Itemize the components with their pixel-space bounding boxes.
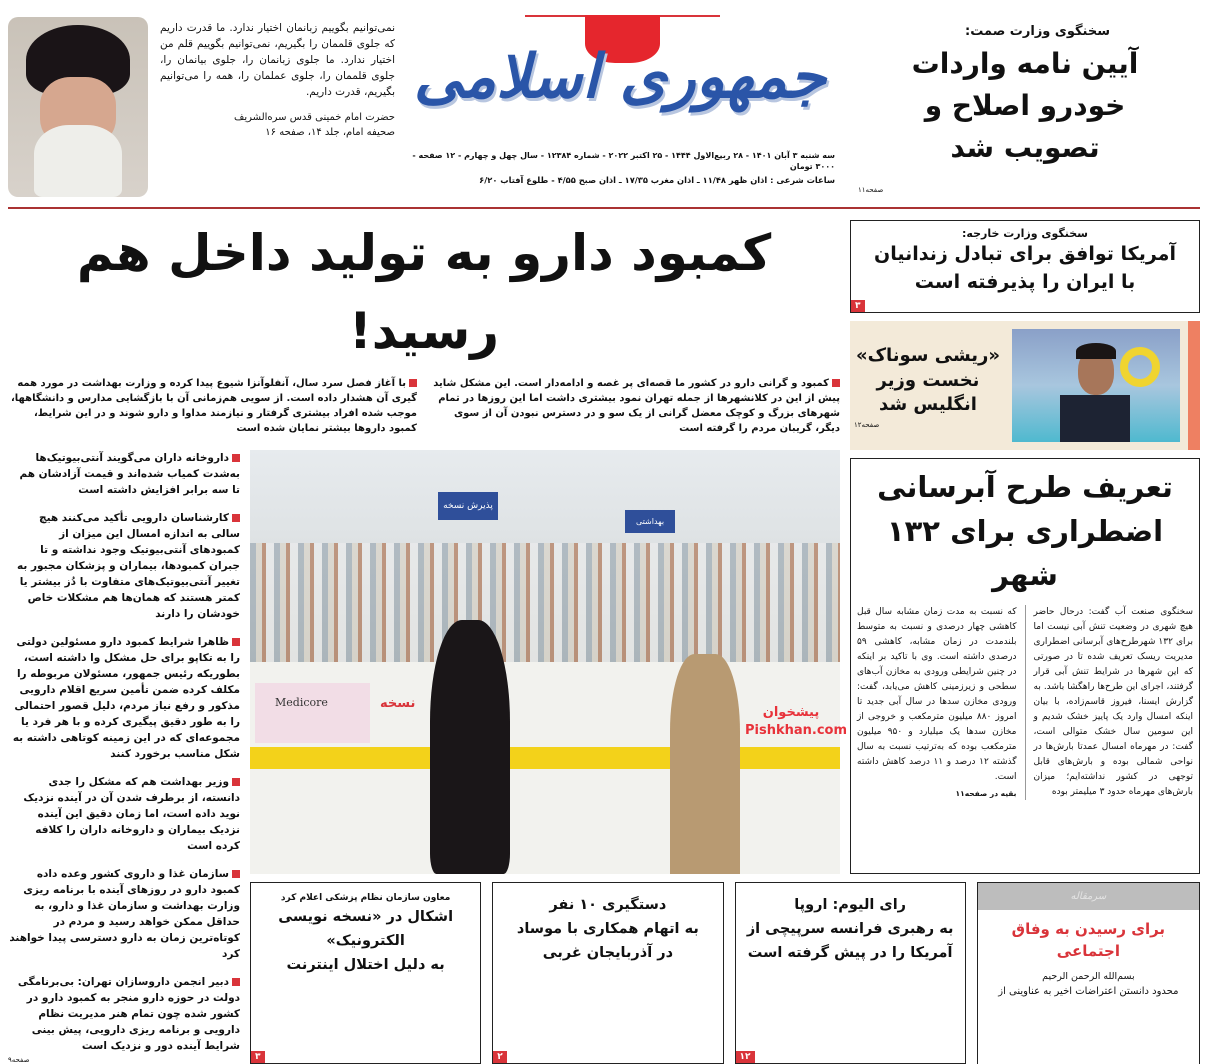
water-story[interactable] (850, 458, 1200, 874)
lead-left: با آغاز فصل سرد سال، آنفلوآنزا شیوع پیدا کرده و وزارت بهداشت در مورد همه گیری آن هشدار داده است. از سویی هم‌زمانی آن با بازگشایی مدارس و دانشگاهها، موجب شده افراد بیشتری گرفتار و نیازمند مداوا و دارو شوند و در این شرایط، کمبود داروها بیشتر نمایان شده است (8, 376, 417, 436)
headline-line: به دلیل اختلال اینترنت (286, 957, 445, 973)
page-badge: ۳ (251, 1051, 265, 1063)
kicker: سخنگوی وزارت صمت: (965, 24, 1110, 39)
lead-right: کمبود و گرانی دارو در کشور ما قصه‌ای پر غصه و ادامه‌دار است. این مشکل شاید پیش از این در کلانشهرها از جمله تهران نمود بیشتری داشت اما این روزها در تمام شهرهای بزرگ و کوچک معضل گرانی از یک سو و در دسترس نبودن آن از سوی دیگر، گریبان مردم را گرفته است (431, 376, 840, 436)
headline-line: به اتهام همکاری با موساد (516, 921, 699, 937)
masthead-info (405, 150, 835, 186)
water-column-left: که نسبت به مدت زمان مشابه سال قبل کاهشی چهار درصدی و نسبت به متوسط بلندمدت در زمان مشابه، کاهشی ۵۹ درصدی داشته است. وی با تاکید بر اینکه در چنین شرایطی ورودی به مخازن آب‌های سطحی و زیرزمینی کاهش می‌یابد، گفت: ورودی مخازن سدها در سال آبی جدید تا امروز ۸۸۰ میلیون مترمکعب و خروجی از مخازن سدها یک میلیارد و ۹۵۰ میلیون مترمکعب بوده که به‌ترتیب نسبت به سال گذشته ۱۲ درصد و ۱۱ درصد کاهش داشته است. (857, 607, 1017, 782)
headline-line: آیین نامه واردات (911, 47, 1139, 80)
headline-line: نخست وزیر (876, 369, 980, 391)
kicker: سخنگوی وزارت خارجه: (962, 227, 1088, 240)
editorial-banner: سرمقاله (978, 883, 1199, 910)
bullet-item: سازمان غذا و داروی کشور وعده داده کمبود دارو در روزهای آینده با برنامه ریزی وزارت بهداشت و سازمان غذا و دارو، به حداقل ممکن خواهد رسید و مردم در کوتاه‌ترین زمان به دارو دسترسی پیدا خواهند کرد (9, 868, 240, 960)
bottom-row (250, 882, 1200, 1064)
headline-line: اشکال در «نسخه نویسی الکترونیک» (278, 909, 454, 949)
dateline: سه شنبه ۳ آبان ۱۴۰۱ - ۲۸ ربیع‌الاول ۱۴۴۴ - ۲۵ اکتبر ۲۰۲۲ - شماره ۱۲۳۸۴ - سال چهل و چهارم - ۱۲ صفحه - ۳۰۰۰ تومان (412, 151, 835, 171)
person-woman (430, 620, 510, 874)
pharmacy-photo (250, 450, 848, 874)
top-right-story[interactable] (850, 24, 1200, 169)
headline-line: دستگیری ۱۰ نفر (549, 897, 667, 913)
page-ref: صفحه۱۲ (854, 420, 880, 429)
bullet-item: ظاهرا شرایط کمبود دارو مسئولین دولتی را به تکاپو برای حل مشکل وا داشته است، بطوریکه رئیس جمهور، مسئولان مربوطه را مکلف کرده ضمن تأمین سریع اقلام دارویی مذکور و رفع نیاز مردم، دلیل قصور احتمالی را به طور دقیق پیگیری کرده و با هر فرد یا مجموعه‌ای که در این زمینه کوتاهی داشته به شکل مناسب برخورد کنند (8, 634, 240, 762)
headline-line: آمریکا را در پیش گرفته است (747, 945, 953, 961)
page-badge: ۳ (851, 300, 865, 312)
quote-author: حضرت امام خمینی قدس سره‌الشریف (234, 112, 395, 123)
sign-brand: Medicore (275, 695, 328, 709)
page-badge: ۱۲ (736, 1051, 755, 1063)
imam-photo (8, 17, 148, 197)
sign-prescription: پذیرش نسخه (438, 492, 498, 520)
quote-block (160, 20, 395, 140)
editorial[interactable] (977, 882, 1200, 1064)
watermark: پیشخوان Pishkhan.com (745, 705, 848, 739)
headline-line: در آذربایجان غربی (542, 945, 674, 961)
kicker: معاون سازمان نظام پزشکی اعلام کرد (280, 893, 451, 903)
headline-line: «ریشی سوناک» (855, 344, 1001, 366)
bullet-item: دبیر انجمن داروسازان تهران: بی‌برنامگی دولت در حوزه دارو منجر به کمبود دارو در کشور شده چون تمام هنر مدیریت نظام دارویی و برنامه ریزی دارویی، پیش بینی شرایط آینده دور و نزدیک است (8, 974, 240, 1054)
headline-line: انگلیس شد (879, 393, 977, 415)
bottom-story-2[interactable] (492, 882, 723, 1064)
sign-hygiene: بهداشتی (625, 510, 675, 533)
headline-line: به رهبری فرانسه سرپیچی از (746, 921, 954, 937)
sunak-photo (1012, 329, 1180, 442)
quote-reference: صحیفه امام، جلد ۱۴، صفحه ۱۶ (265, 127, 395, 138)
headline-line: آمریکا توافق برای تبادل زندانیان (874, 243, 1176, 265)
editorial-title: برای رسیدن به وفاق اجتماعی (1011, 920, 1166, 960)
headline-line: رای الیوم: اروپا (794, 897, 907, 913)
water-column-right: سخنگوی صنعت آب گفت: درحال حاضر هیچ شهری در وضعیت تنش آبی نیست اما برای ۱۳۲ شهرطرح‌های آبرسانی اضطراری مدیریت ریسک تعریف شده تا در صورتی که این شهرها در شرایط تنش آبی قرار گرفتند، اجرای این طرح‌ها راهگشا باشد. به گزارش ایسنا، فیروز قاسم‌زاده، با بیان اینکه امسال وارد یک پاییز خشک شدیم و این سومین سال خشک متوالی است، گفت: در مهرماه امسال عمدتا بارش‌ها در نواحی شمالی بوده و بارش‌های قابل توجهی در کشور نداشته‌ایم؛ میزان بارش‌های مهرماه حدود ۳ میلیمتر بوده (1033, 607, 1193, 797)
newspaper-logo: جمهوری اسلامی (413, 42, 827, 112)
person-man (670, 654, 740, 874)
headline-line: با ایران را پذیرفته است (914, 271, 1136, 293)
sign-counter: نسخه (380, 695, 416, 711)
headline-line: خودرو اصلاح و (924, 89, 1126, 122)
continued-ref: بقیه در صفحه۱۱ (955, 789, 1017, 798)
main-story-top (8, 214, 840, 436)
basmala: بسم‌الله الرحمن الرحیم (1042, 971, 1135, 982)
headline-line: تعریف طرح آبرسانی (877, 470, 1173, 504)
sunak-story[interactable] (850, 321, 1200, 450)
foreign-story[interactable] (850, 220, 1200, 313)
editorial-text: محدود دانستن اعتراضات اخیر به عناوینی از (998, 986, 1179, 997)
headline-line: تصویب شد (950, 131, 1100, 164)
bottom-story-1[interactable] (250, 882, 481, 1064)
quote-source (160, 110, 395, 140)
right-column (850, 214, 1200, 874)
imam-quote: نمی‌توانیم بگوییم زبانمان اختیار ندارد. ما قدرت داریم که جلوی قلممان را بگیریم، نمی‌توانیم بگوییم قلم من اختیار ندارد. ما جلوی زبانمان را، جلوی بیانمان را، جلوی قلممان را، جلوی عملمان را، همه را می‌توانیم بگیریم، قدرت داریم. (160, 22, 395, 98)
bullet-item: وزیر بهداشت هم که مشکل را جدی دانسته، از برطرف شدن آن در آینده نزدیک نوید داده است، اما زمان دقیق این آینده نزدیک بیماران و داروخانه داران را کلافه کرده است (8, 774, 240, 854)
main-headline: کمبود دارو به تولید داخل هم رسید! (76, 224, 772, 360)
page-badge: ۲ (493, 1051, 507, 1063)
bullet-list (8, 444, 240, 1064)
divider (8, 207, 1200, 209)
prayer-times: ساعات شرعی : اذان ظهر ۱۱/۴۸ ـ اذان مغرب ۱۷/۳۵ ـ اذان صبح ۴/۵۵ - طلوع آفتاب ۶/۲۰ (479, 175, 835, 185)
page-ref: صفحه۱۱ (858, 186, 884, 194)
bullet-item: داروخانه داران می‌گویند آنتی‌بیوتیک‌ها به‌شدت کمیاب شده‌اند و قیمت آزادشان هم تا سه برابر افزایش داشته است (8, 450, 240, 498)
bottom-story-3[interactable] (735, 882, 966, 1064)
page-ref: صفحه۹ (8, 1056, 30, 1064)
bullet-item: کارشناسان دارویی تأکید می‌کنند هیچ سالی به اندازه امسال این میزان از کمبودهای آنتی‌بیوتیک وجود نداشته و تا جبران کمبودها، بیماران و پزشکان مجبور به تغییر آنتی‌بیوتیک‌های متفاوت با دُز بیشتر یا کمتر هستند که همان‌ها هم مشکلات خاص خودشان را دارند (8, 510, 240, 622)
headline-line: اضطراری برای ۱۳۲ شهر (886, 514, 1164, 592)
